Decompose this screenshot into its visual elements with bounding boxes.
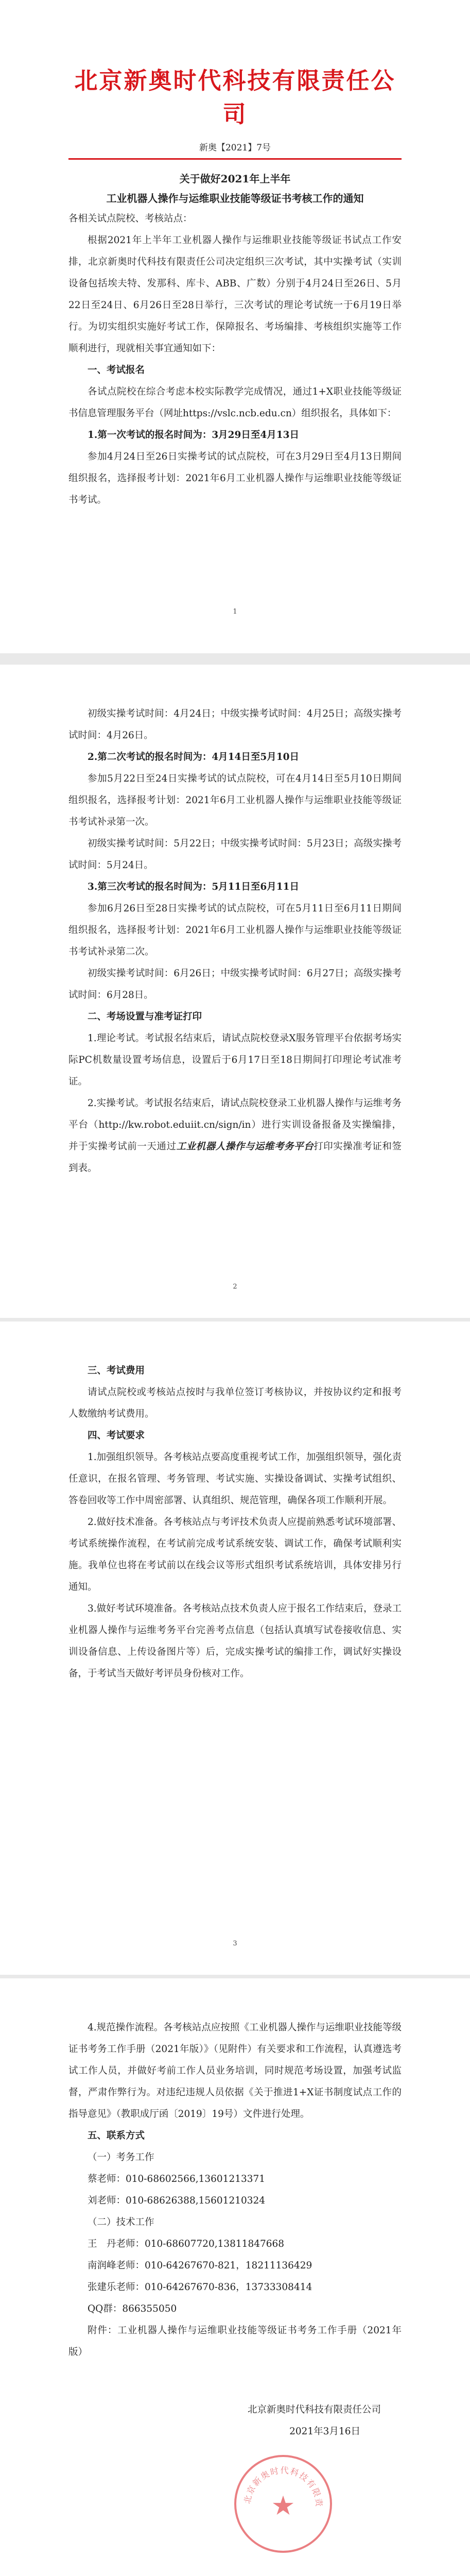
round-2-times: 初级实操考试时间：5月22日；中级实操考试时间：5月23日；高级实操考试时间：5月24日。 xyxy=(68,838,402,871)
company-masthead: 北京新奥时代科技有限责任公司 xyxy=(74,67,396,128)
round-3-heading: 3.第三次考试的报名时间为：5月11日至6月11日 xyxy=(88,882,300,892)
contact-line: 刘老师：010-68626388,15601210324 xyxy=(88,2195,266,2206)
round-3-body: 参加6月26日至28日实操考试的试点院校，可在5月11日至6月11日期间组织报名，选择报考计划：2021年6月工业机器人操作与运维职业技能等级证书考试补录第二次。 xyxy=(68,903,402,957)
round-2-body: 参加5月22日至24日实操考试的试点院校，可在4月14日至5月10日期间组织报名，选择报考计划：2021年6月工业机器人操作与运维职业技能等级证书考试补录第一次。 xyxy=(68,773,402,827)
official-seal xyxy=(234,2455,332,2553)
section-3-heading: 三、考试费用 xyxy=(88,1365,145,1376)
title-line-2: 工业机器人操作与运维职业技能等级证书考核工作的通知 xyxy=(106,192,364,205)
requirement-3: 3.做好考试环境准备。各考核站点技术负责人应于报名工作结束后，登录工业机器人操作与运维考务平台完善考点信息（包括认真填写试卷接收信息、实训设备信息、上传设备图片等）后，完成实操考试的编排工作，调试好实操设备，于考试当天做好考评员身份核对工作。 xyxy=(68,1603,402,1679)
theory-exam-paragraph: 1.理论考试。考试报名结束后，请试点院校登录X服务管理平台依据考场实际PC机数量设置考场信息，设置后于6月17日至18日期间打印理论考试准考证。 xyxy=(68,1033,402,1087)
page-1 xyxy=(0,0,470,653)
document-number: 新奥【2021】7号 xyxy=(199,143,271,153)
requirement-2: 2.做好技术准备。各考核站点与考评技术负责人应提前熟悉考试环境部署、考试系统操作流程，在考试前完成考试系统安装、调试工作，确保考试顺利实施。我单位也将在考试前以在线会议等形式组织考试系统培训，具体安排另行通知。 xyxy=(68,1517,402,1592)
section-2-heading: 二、考场设置与准考证打印 xyxy=(88,1011,202,1022)
round-2-heading: 2.第二次考试的报名时间为：4月14日至5月10日 xyxy=(88,752,300,762)
practical-exam-text: 2.实操考试。考试报名结束后，请试点院校登录工业机器人操作与运维考务平台（http://kw.robot.eduiit.cn/sign/in）进行实训设备报备及实操编排，并于实操考试前一天通过 xyxy=(68,1098,402,1152)
svg-text:北京新奥时代科技有限责任公司: 北京新奥时代科技有限责 xyxy=(242,2465,324,2508)
contact-line: 张建乐老师：010-64267670-836，13733308414 xyxy=(88,2282,312,2293)
attachment-note: 附件：工业机器人操作与运维职业技能等级证书考务工作手册（2021年版） xyxy=(68,2325,402,2358)
page-number: 3 xyxy=(233,1940,237,1947)
red-divider xyxy=(68,158,402,160)
signature-org: 北京新奥时代科技有限责任公司 xyxy=(247,2404,381,2415)
practical-exam-text-end: 打印实操准考证和签到表。 xyxy=(68,1141,402,1174)
contact-line: 蔡老师：010-68602566,13601213371 xyxy=(88,2174,266,2184)
page-3 xyxy=(0,1321,470,1975)
section-1-heading: 一、考试报名 xyxy=(88,365,145,376)
notice-title xyxy=(68,169,402,208)
requirement-4: 4.规范操作流程。各考核站点应按照《工业机器人操作与运维职业技能等级证书考务工作手册（2021年版）》（见附件）有关要求和工作流程，认真遵选考试工作人员，并做好考前工作人员业务培训，同时规范考场设置，加强考试监督，严肃作弊行为。对违纪违规人员依据《关于推进1+X证书制度试点工作的指导意见》（教职成厅函〔2019〕19号）文件进行处理。 xyxy=(68,2022,402,2120)
contact-sub-exam: （一）考务工作 xyxy=(88,2152,154,2163)
section-1-body: 各试点院校在综合考虑本校实际教学完成情况，通过1+X职业技能等级证书信息管理服务平台（网址https://vslc.ncb.edu.cn）组织报名，具体如下： xyxy=(68,386,402,419)
signature-date: 2021年3月16日 xyxy=(289,2426,360,2437)
exam-platform-name: 工业机器人操作与运维考务平台 xyxy=(176,1141,314,1152)
round-1-heading: 1.第一次考试的报名时间为：3月29日至4月13日 xyxy=(88,430,300,440)
page-number: 1 xyxy=(233,608,237,616)
page-4 xyxy=(0,1978,470,2576)
contact-line: 王 丹老师：010-68607720,13811847668 xyxy=(88,2239,285,2249)
salutation: 各相关试点院校、考核站点： xyxy=(68,213,193,224)
section-4-heading: 四、考试要求 xyxy=(88,1430,145,1441)
round-3-times: 初级实操考试时间：6月26日；中级实操考试时间：6月27日；高级实操考试时间：6月28日。 xyxy=(68,968,402,1001)
section-5-heading: 五、联系方式 xyxy=(88,2130,145,2141)
practical-exam-paragraph xyxy=(68,1093,402,1179)
page-number: 2 xyxy=(233,1283,237,1291)
page-2 xyxy=(0,665,470,1318)
contact-line: 南润峰老师：010-64267670-821，18211136429 xyxy=(88,2260,312,2271)
title-line-1: 关于做好2021年上半年 xyxy=(179,173,291,185)
round-1-times: 初级实操考试时间：4月24日；中级实操考试时间：4月25日；高级实操考试时间：4月26日。 xyxy=(68,708,402,741)
intro-paragraph: 根据2021年上半年工业机器人操作与运维职业技能等级证书试点工作安排，北京新奥时代科技有限责任公司决定组织三次考试，其中实操考试（实训设备包括埃夫特、发那科、库卡、ABB、广数）分别于4月24日至26日、5月22日至24日、6月26日至28日举行，三次考试的理论考试统一于6月19日举行。为切实组织实施好考试工作，保障报名、考场编排、考核组织实施等工作顺利进行，现就相关事宜通知如下： xyxy=(68,235,402,354)
contact-sub-tech: （二）技术工作 xyxy=(88,2217,154,2228)
section-3-body: 请试点院校或考核站点按时与我单位签订考核协议，并按协议约定和报考人数缴纳考试费用。 xyxy=(68,1387,402,1419)
official-seal-graphic xyxy=(236,2457,330,2551)
qq-group: QQ群：866355050 xyxy=(88,2303,177,2314)
requirement-1: 1.加强组织领导。各考核站点要高度重视考试工作，加强组织领导，强化责任意识，在报名管理、考务管理、考试实施、实操设备调试、实操考试组织、答卷回收等工作中周密部署、认真组织、规范管理，确保各项工作顺利开展。 xyxy=(68,1452,402,1506)
round-1-body: 参加4月24日至26日实操考试的试点院校，可在3月29日至4月13日期间组织报名，选择报考计划：2021年6月工业机器人操作与运维职业技能等级证书考试。 xyxy=(68,451,402,505)
